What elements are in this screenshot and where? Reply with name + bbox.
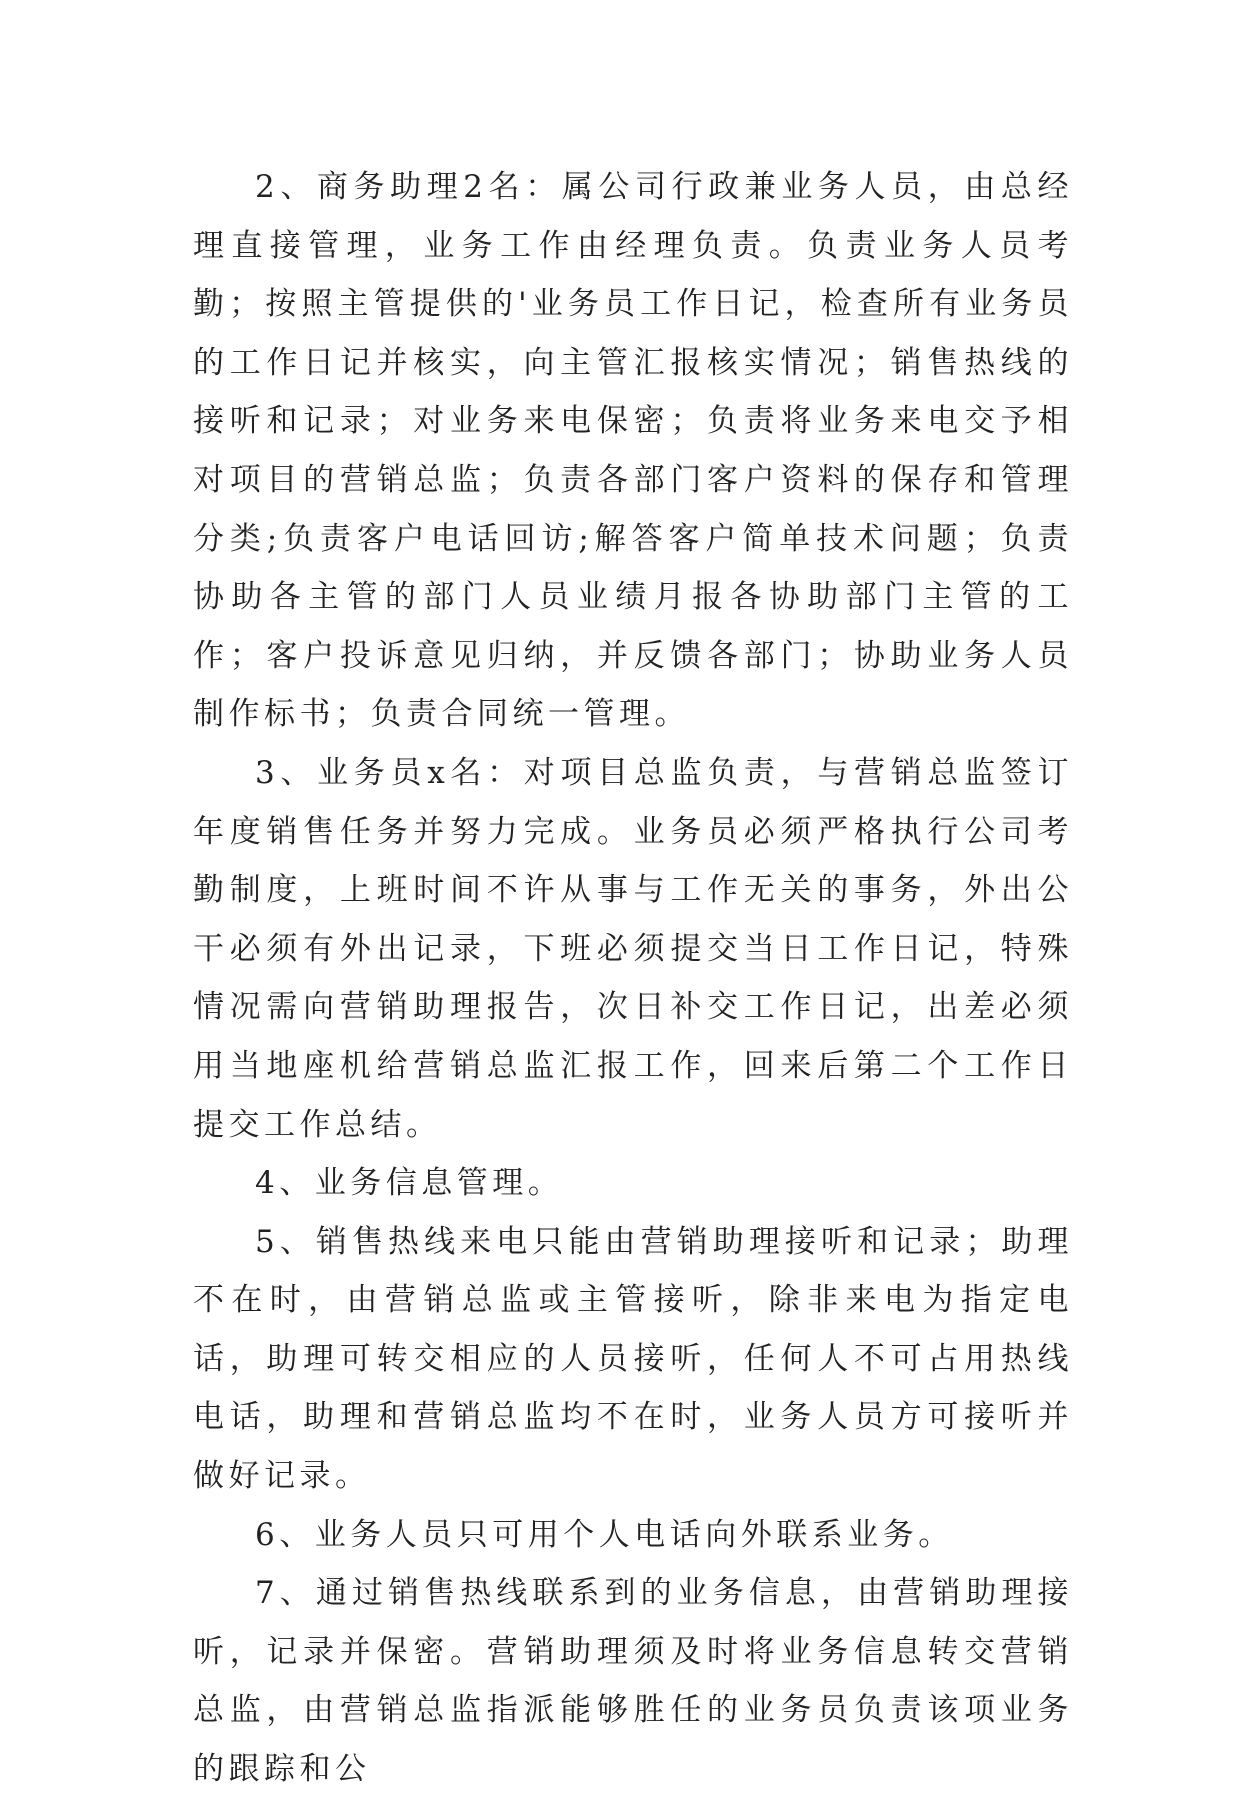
paragraph-5-sales-hotline: 5、销售热线来电只能由营销助理接听和记录；助理不在时，由营销总监或主管接听，除非来电为指定电话，助理可转交相应的人员接听，任何人不可占用热线电话，助理和营销总监均不在时，业务人员方可接听并做好记录。 — [193, 1223, 1073, 1495]
paragraph-3-salesperson: 3、业务员x名：对项目总监负责，与营销总监签订年度销售任务并努力完成。业务员必须严格执行公司考勤制度，上班时间不许从事与工作无关的事务，外出公干必须有外出记录，下班必须提交当日工作日记，特殊情况需向营销助理报告，次日补交工作日记，出差必须用当地座机给营销总监汇报工作，回来后第二个工作日提交工作总结。 — [193, 754, 1073, 1143]
paragraph-4-business-info-management: 4、业务信息管理。 — [255, 1165, 564, 1202]
paragraph-2-business-assistant: 2、商务助理2名：属公司行政兼业务人员，由总经理直接管理，业务工作由经理负责。负责业务人员考勤；按照主管提供的'业务员工作日记，检查所有业务员的工作日记并核实，向主管汇报核实情况；销售热线的接听和记录；对业务来电保密；负责将业务来电交予相对项目的营销总监；负责各部门客户资料的保存和管理分类;负责客户电话回访;解答客户简单技术问题；负责协助各主管的部门人员业绩月报各协助部门主管的工作；客户投诉意见归纳，并反馈各部门；协助业务人员制作标书；负责合同统一管理。 — [193, 169, 1073, 733]
paragraph-6-personal-phone: 6、业务人员只可用个人电话向外联系业务。 — [255, 1516, 954, 1553]
document-body — [193, 158, 1073, 1799]
paragraph-7-hotline-info: 7、通过销售热线联系到的业务信息，由营销助理接听，记录并保密。营销助理须及时将业务信息转交营销总监，由营销总监指派能够胜任的业务员负责该项业务的跟踪和公 — [193, 1575, 1073, 1788]
